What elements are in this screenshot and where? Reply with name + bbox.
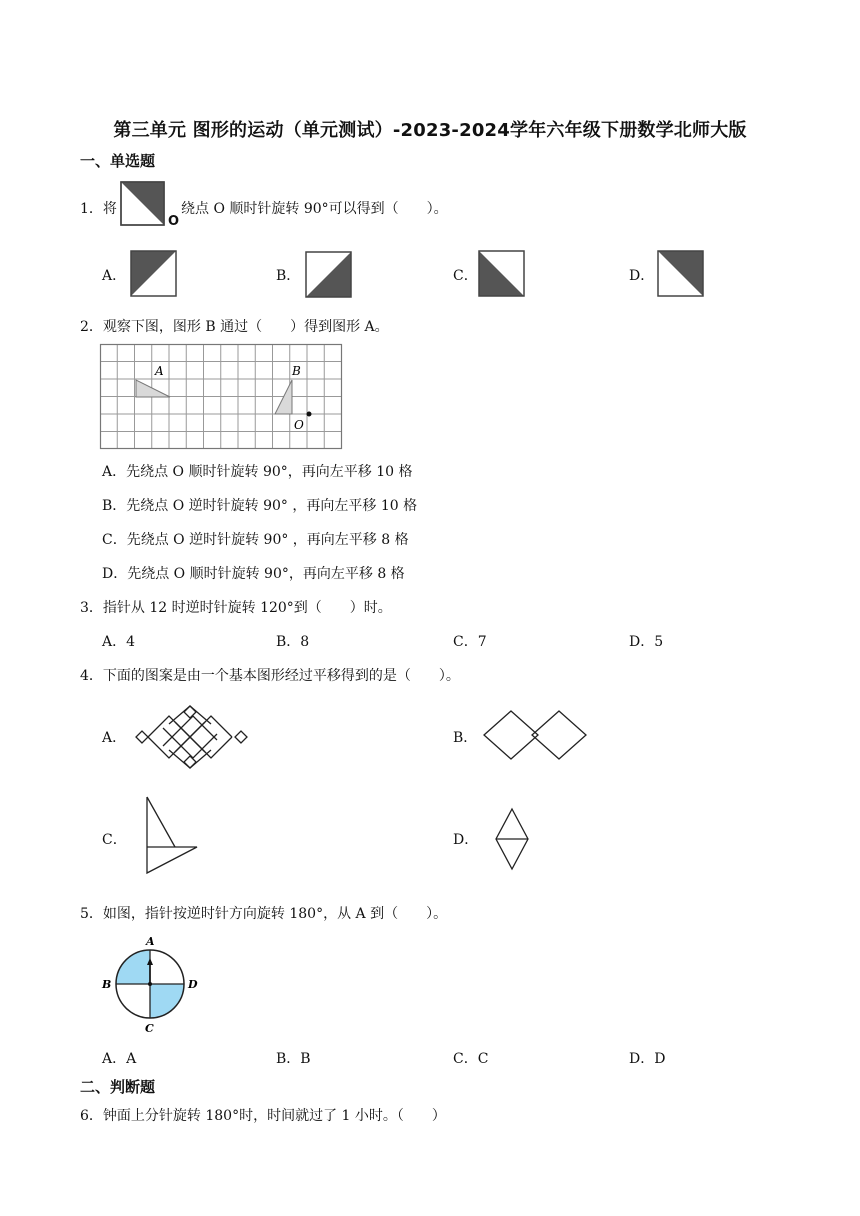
q1-option-a-figure[interactable]: [130, 250, 178, 298]
q5-label-d: D: [188, 978, 198, 991]
q5-option-a[interactable]: A．A: [102, 1051, 137, 1067]
q3-option-c[interactable]: C．7: [453, 634, 487, 650]
q4-option-d-label[interactable]: D．: [453, 832, 479, 848]
q4-option-d-figure[interactable]: [493, 807, 531, 873]
q1-option-c-label[interactable]: C．: [453, 268, 478, 284]
q4-option-c-label[interactable]: C．: [102, 832, 127, 848]
q4-option-a-label[interactable]: A．: [102, 730, 127, 746]
section-heading-true-false: 二、判断题: [80, 1078, 156, 1096]
q2-label-a: A: [155, 364, 164, 378]
question-1-number: 1．将: [80, 201, 117, 217]
q2-option-a[interactable]: A．先绕点 O 顺时针旋转 90°，再向左平移 10 格: [102, 464, 413, 480]
q1-option-d-label[interactable]: D．: [629, 268, 655, 284]
q5-label-a: A: [146, 935, 155, 948]
question-3-text: 3．指针从 12 时逆时针旋转 120°到（ ）时。: [80, 600, 392, 616]
q5-option-b[interactable]: B．B: [276, 1051, 311, 1067]
question-6-text: 6．钟面上分针旋转 180°时，时间就过了 1 小时。（ ）: [80, 1108, 446, 1124]
page-title: 第三单元 图形的运动（单元测试）-2023-2024学年六年级下册数学北师大版: [113, 120, 747, 141]
q2-grid-figure: [100, 344, 344, 450]
section-heading-single-choice: 一、单选题: [80, 152, 156, 170]
q1-point-o-label: O: [168, 214, 180, 229]
q2-option-b[interactable]: B．先绕点 O 逆时针旋转 90° ，再向左平移 10 格: [102, 498, 418, 514]
q3-option-d[interactable]: D．5: [629, 634, 664, 650]
q1-option-b-label[interactable]: B．: [276, 268, 301, 284]
q2-option-d[interactable]: D．先绕点 O 顺时针旋转 90°，再向左平移 8 格: [102, 566, 405, 582]
q3-option-b[interactable]: B．8: [276, 634, 310, 650]
q5-label-b: B: [102, 978, 112, 991]
q1-option-c-figure[interactable]: [478, 250, 526, 298]
q2-option-c[interactable]: C．先绕点 O 逆时针旋转 90° ，再向左平移 8 格: [102, 532, 409, 548]
question-4-text: 4．下面的图案是由一个基本图形经过平移得到的是（ ）。: [80, 668, 460, 684]
q4-option-c-figure[interactable]: [141, 795, 203, 877]
question-5-text: 5．如图，指针按逆时针方向旋转 180°，从 A 到（ ）。: [80, 906, 448, 922]
q5-dial-figure: [100, 933, 206, 1035]
q1-option-a-label[interactable]: A．: [102, 268, 127, 284]
q5-option-d[interactable]: D．D: [629, 1051, 666, 1067]
q4-option-a-figure[interactable]: [133, 704, 253, 770]
q4-option-b-figure[interactable]: [482, 709, 598, 761]
q5-option-c[interactable]: C．C: [453, 1051, 489, 1067]
q2-label-o: O: [294, 418, 304, 432]
q4-option-b-label[interactable]: B．: [453, 730, 478, 746]
q1-option-d-figure[interactable]: [657, 250, 705, 298]
q2-label-b: B: [292, 364, 301, 378]
q1-option-b-figure[interactable]: [305, 251, 353, 299]
question-2-text: 2．观察下图，图形 B 通过（ ）得到图形 A。: [80, 319, 389, 335]
q5-label-c: C: [145, 1022, 154, 1035]
q3-option-a[interactable]: A．4: [102, 634, 136, 650]
question-1-text: 绕点 O 顺时针旋转 90°可以得到（ ）。: [181, 201, 448, 217]
